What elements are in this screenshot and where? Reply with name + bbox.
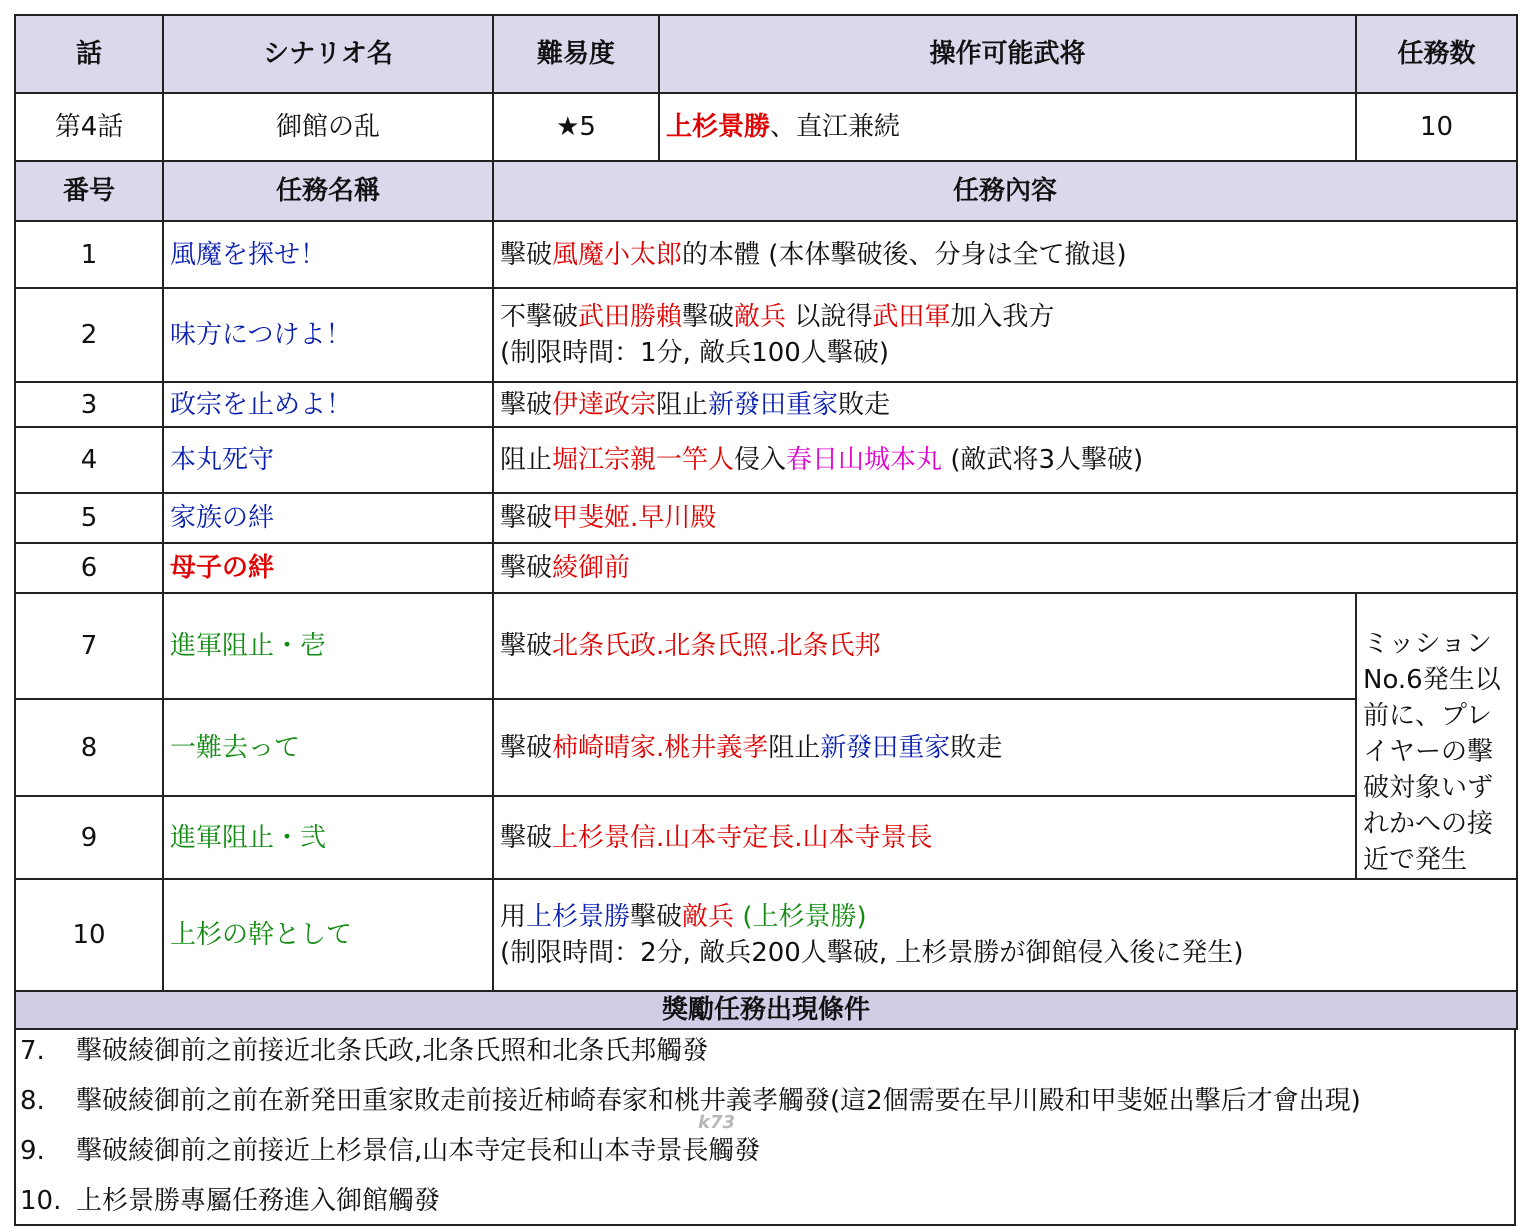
ally-name: 新發田重家 — [820, 732, 951, 763]
mission-row — [15, 493, 1517, 543]
location-name: 春日山城本丸 — [786, 445, 943, 475]
content-text: 擊破 — [500, 822, 553, 853]
enemy-name: 甲斐姬.早川殿 — [552, 503, 717, 533]
mission-name: 進軍阻止・壱 — [163, 593, 493, 699]
content-text: (敵武将3人擊破) — [942, 445, 1144, 475]
mission-no: 9 — [15, 796, 163, 879]
header-scenario-name: シナリオ名 — [163, 15, 493, 93]
content-text: 侵入 — [734, 445, 787, 475]
mission-content — [493, 493, 1517, 543]
general-primary: 上杉景勝 — [666, 112, 771, 142]
header-mission-no: 番号 — [15, 161, 163, 221]
mission-row — [15, 427, 1517, 493]
condition-item — [20, 1134, 1514, 1168]
content-text: 擊破 — [500, 732, 553, 763]
enemy-name: 上杉景信.山本寺定長.山本寺景長 — [552, 822, 933, 853]
ally-note: (上杉景勝) — [734, 902, 867, 932]
condition-text: 擊破綾御前之前接近上杉景信,山本寺定長和山本寺景長觸發 — [76, 1136, 761, 1166]
enemy-name: 武田軍 — [872, 302, 951, 332]
mission-content — [493, 699, 1356, 797]
mission-content — [493, 796, 1356, 879]
enemy-name: 武田勝賴 — [578, 302, 683, 332]
mission-name: 風魔を探せ！ — [163, 221, 493, 288]
conditions-title: 獎勵任務出現條件 — [15, 991, 1517, 1029]
condition-text: 擊破綾御前之前在新発田重家敗走前接近柿崎春家和桃井義孝觸發(這2個需要在早川殿和甲斐姬出擊后才會出現) — [76, 1086, 1361, 1116]
mission-no: 2 — [15, 288, 163, 382]
mission-name: 味方につけよ！ — [163, 288, 493, 382]
mission-name: 母子の絆 — [163, 543, 493, 593]
content-subtext: (制限時間：2分, 敵兵200人擊破, 上杉景勝が御館侵入後に発生) — [500, 938, 1244, 968]
content-text: 不擊破 — [500, 302, 579, 332]
enemy-name: 柿崎晴家.桃井義孝 — [552, 732, 769, 763]
content-text: 的本體 (本体擊破後、分身は全て撤退) — [682, 239, 1127, 270]
header-episode: 話 — [15, 15, 163, 93]
header-difficulty: 難易度 — [493, 15, 659, 93]
mission-row — [15, 382, 1517, 427]
scenario-row — [15, 93, 1517, 161]
condition-number: 8. — [20, 1086, 45, 1116]
content-text: 阻止 — [500, 445, 553, 475]
mission-name: 進軍阻止・弐 — [163, 796, 493, 879]
condition-number: 9. — [20, 1136, 45, 1166]
header-generals: 操作可能武将 — [659, 15, 1356, 93]
mission-no: 1 — [15, 221, 163, 288]
content-text: 擊破 — [500, 239, 553, 270]
condition-text: 上杉景勝專屬任務進入御館觸發 — [76, 1186, 441, 1216]
mission-header-row — [15, 161, 1517, 221]
conditions-title-row — [15, 991, 1517, 1029]
mission-no: 6 — [15, 543, 163, 593]
header-mission-count: 任務数 — [1356, 15, 1517, 93]
mission-name: 政宗を止めよ！ — [163, 382, 493, 427]
content-text: 加入我方 — [950, 302, 1055, 332]
enemy-name: 伊達政宗 — [552, 389, 657, 420]
content-subtext: (制限時間：1分, 敵兵100人擊破) — [500, 338, 889, 368]
condition-number: 7. — [20, 1036, 45, 1066]
scenario-generals — [659, 93, 1356, 161]
mission-row — [15, 879, 1517, 991]
mission-name: 上杉の幹として — [163, 879, 493, 991]
mission-sheet — [14, 14, 1516, 1226]
scenario-name: 御館の乱 — [163, 93, 493, 161]
scenario-episode: 第4話 — [15, 93, 163, 161]
scenario-table — [14, 14, 1518, 1030]
mission-no: 10 — [15, 879, 163, 991]
ally-name: 新發田重家 — [708, 389, 839, 420]
mission-content — [493, 288, 1517, 382]
content-text: 以說得 — [786, 302, 873, 332]
mission-no: 4 — [15, 427, 163, 493]
mission-row — [15, 221, 1517, 288]
content-text: 敗走 — [950, 732, 1003, 763]
content-text: 敗走 — [838, 389, 891, 420]
mission-content — [493, 382, 1517, 427]
content-text: 阻止 — [768, 732, 821, 763]
enemy-name: 北条氏政.北条氏照.北条氏邦 — [552, 630, 881, 661]
mission-name: 本丸死守 — [163, 427, 493, 493]
header-mission-name: 任務名稱 — [163, 161, 493, 221]
header-mission-content: 任務內容 — [493, 161, 1517, 221]
mission-row — [15, 699, 1517, 797]
mission-row — [15, 796, 1517, 879]
mission-name: 一難去って — [163, 699, 493, 797]
mission-no: 8 — [15, 699, 163, 797]
conditions-list — [14, 1030, 1516, 1226]
missions-7-9-note: ミッションNo.6発生以前に、プレイヤーの擊破対象いずれかへの接近で発生 — [1356, 593, 1517, 879]
mission-no: 7 — [15, 593, 163, 699]
enemy-name: 風魔小太郎 — [552, 239, 683, 270]
scenario-header-row — [15, 15, 1517, 93]
mission-row — [15, 593, 1517, 699]
condition-text: 擊破綾御前之前接近北条氏政,北条氏照和北条氏邦觸發 — [76, 1036, 709, 1066]
mission-content — [493, 593, 1356, 699]
condition-number: 10. — [20, 1186, 62, 1216]
mission-no: 3 — [15, 382, 163, 427]
content-text: 擊破 — [500, 503, 553, 533]
content-text: 阻止 — [656, 389, 709, 420]
mission-content — [493, 879, 1517, 991]
enemy-name: 堀江宗親一竿人 — [552, 445, 735, 475]
general-rest: 、直江兼続 — [770, 112, 901, 142]
content-text: 用 — [500, 902, 527, 932]
enemy-name: 敵兵 — [734, 302, 787, 332]
mission-name: 家族の絆 — [163, 493, 493, 543]
watermark-logo: k73 — [698, 1112, 736, 1133]
scenario-difficulty: ★5 — [493, 93, 659, 161]
mission-content — [493, 543, 1517, 593]
content-text: 擊破 — [500, 553, 553, 583]
content-text: 擊破 — [500, 389, 553, 420]
enemy-name: 綾御前 — [552, 553, 631, 583]
condition-item — [20, 1034, 1514, 1068]
mission-row — [15, 543, 1517, 593]
condition-item — [20, 1084, 1514, 1118]
content-text: 擊破 — [630, 902, 683, 932]
mission-content — [493, 221, 1517, 288]
condition-item — [20, 1184, 1514, 1218]
enemy-name: 敵兵 — [682, 902, 735, 932]
mission-no: 5 — [15, 493, 163, 543]
content-text: 擊破 — [500, 630, 553, 661]
mission-row — [15, 288, 1517, 382]
scenario-mission-count: 10 — [1356, 93, 1517, 161]
content-text: 擊破 — [682, 302, 735, 332]
ally-name: 上杉景勝 — [526, 902, 631, 932]
mission-content — [493, 427, 1517, 493]
